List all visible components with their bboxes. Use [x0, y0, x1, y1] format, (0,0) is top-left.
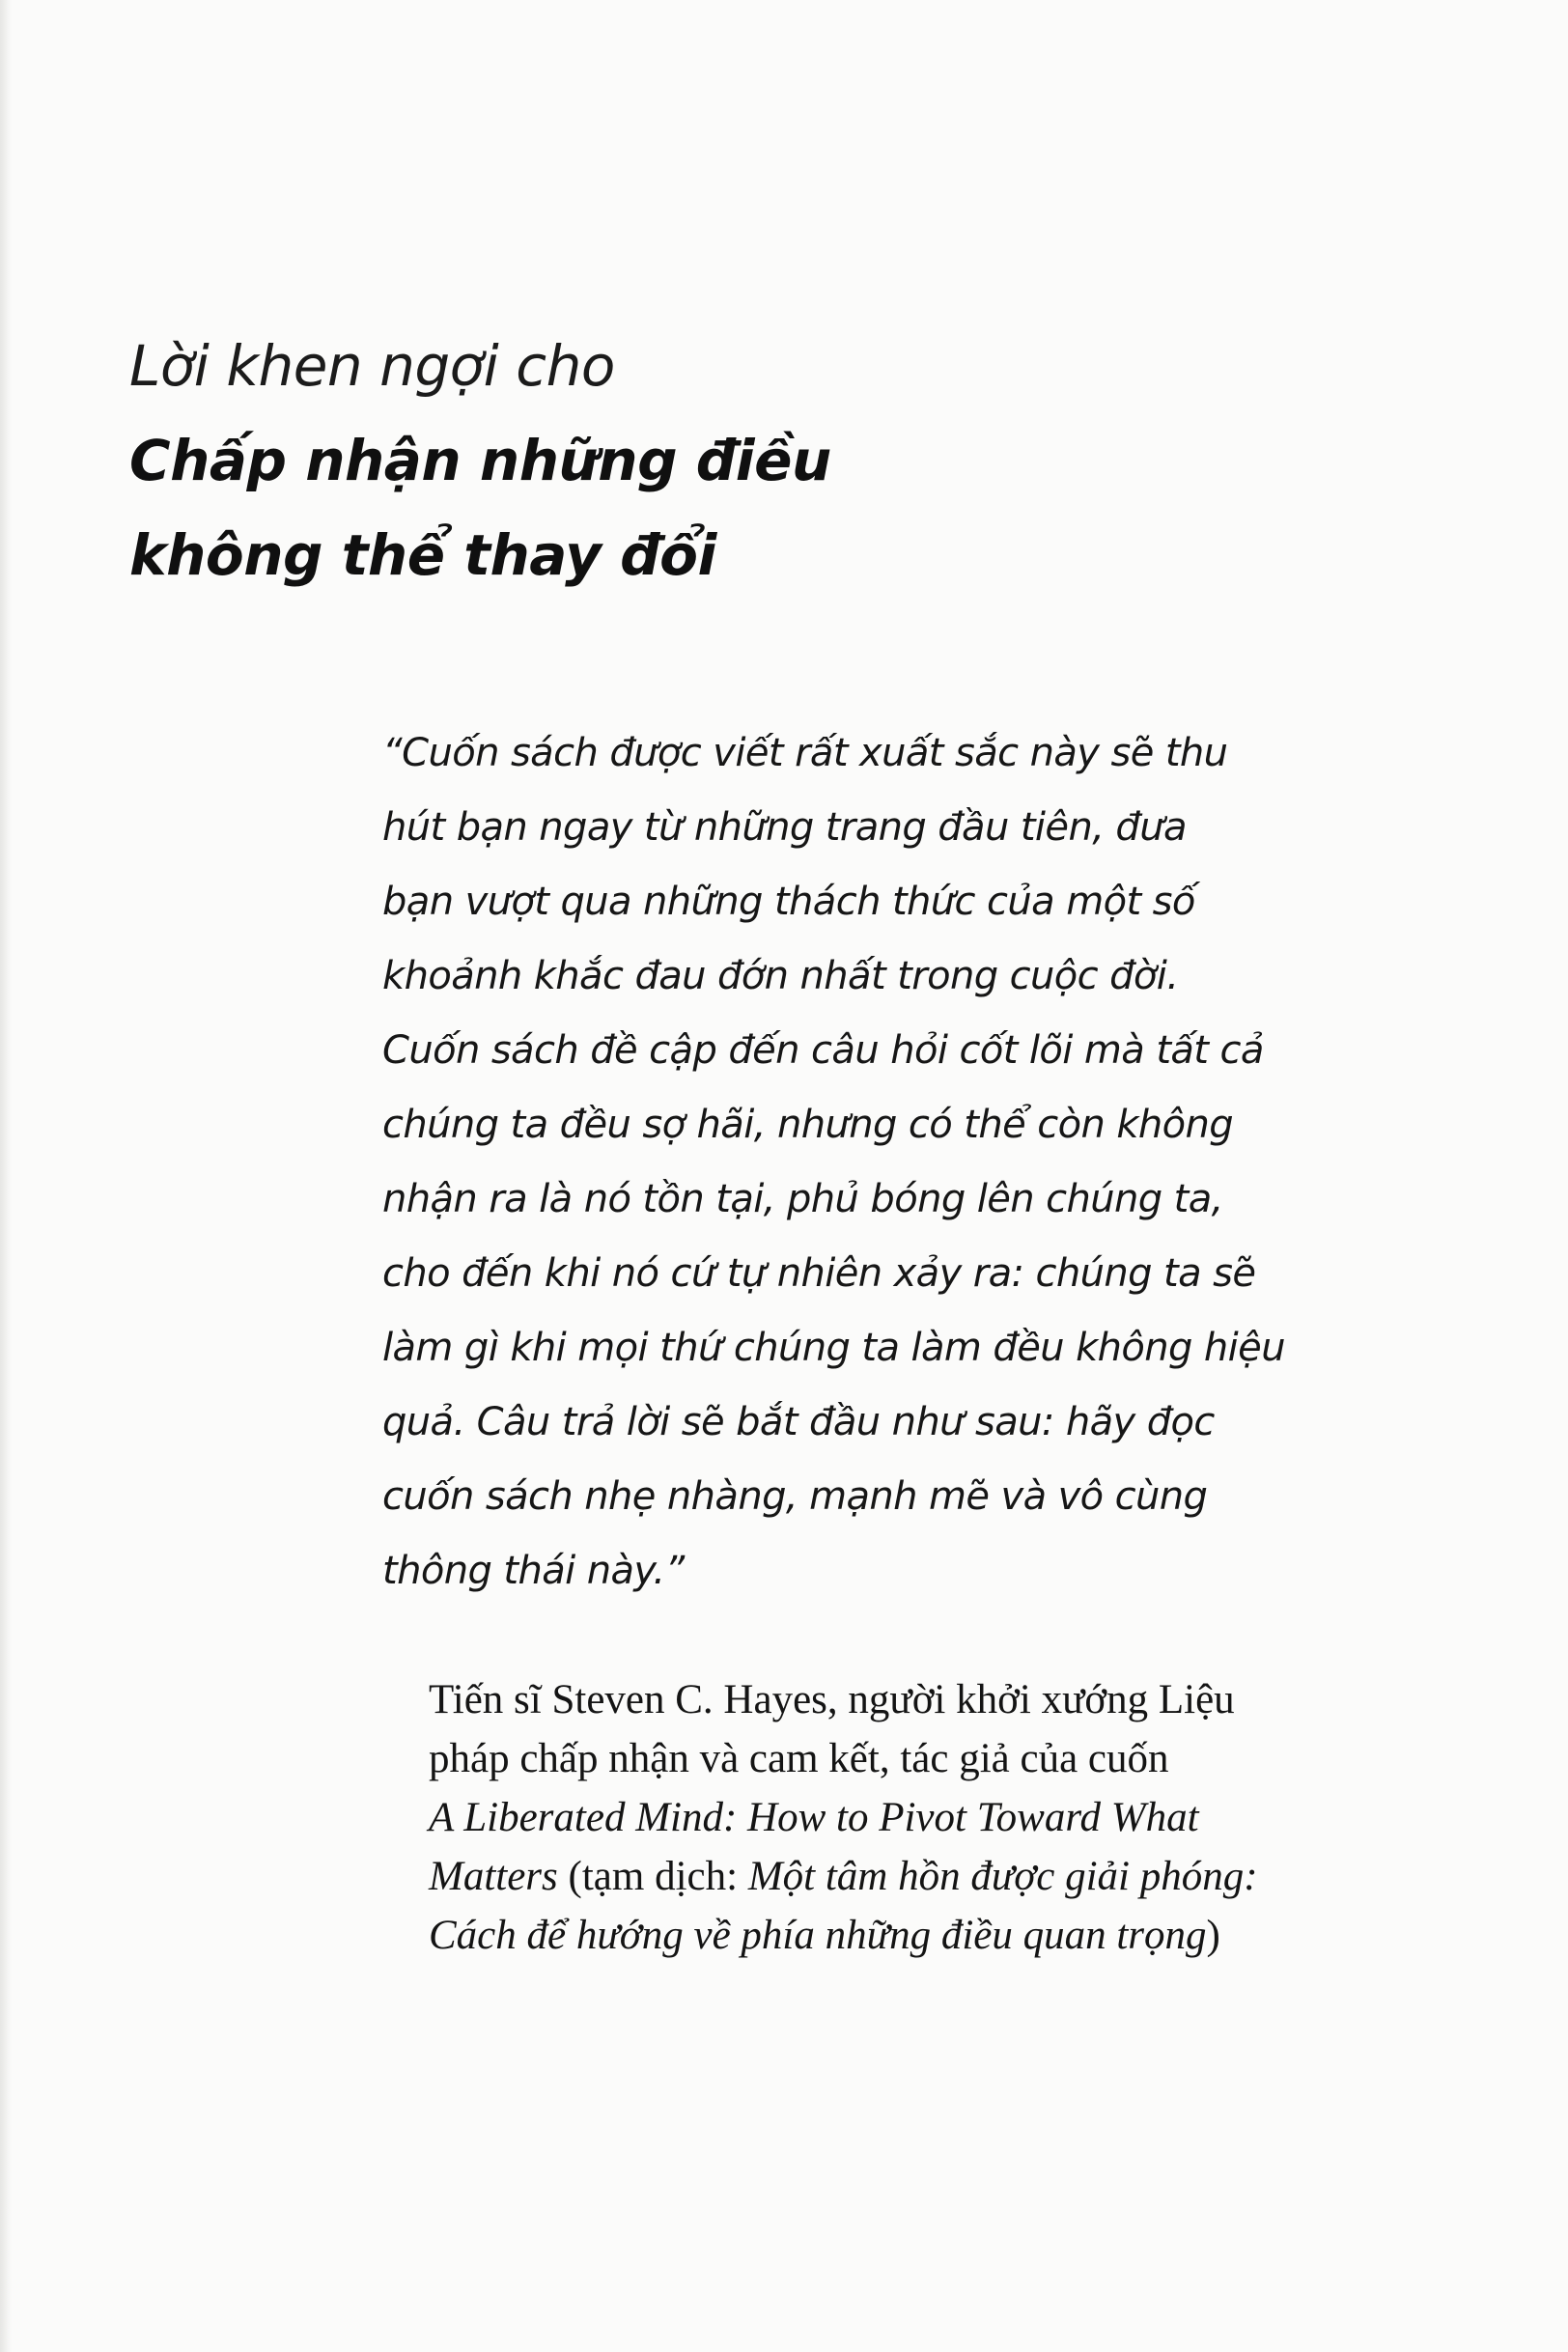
heading-book-title-line-1: Chấp nhận những điều — [129, 428, 831, 493]
heading-book-title-line-2: không thể thay đổi — [129, 522, 716, 588]
quote-line: khoảnh khắc đau đớn nhất trong cuộc đời. — [382, 954, 1179, 998]
attribution-line-2: pháp chấp nhận và cam kết, tác giả của cuốn — [429, 1736, 1169, 1781]
quote-line: hút bạn ngay từ những trang đầu tiên, đưa — [382, 805, 1187, 850]
attribution-line-1: Tiến sĩ Steven C. Hayes, người khởi xướng Liệu — [429, 1677, 1235, 1722]
heading-line-1: Lời khen ngợi cho — [129, 333, 615, 399]
quote-line: bạn vượt qua những thách thức của một số — [382, 880, 1195, 924]
book-title-italic: A Liberated Mind: How to Pivot Toward What — [429, 1795, 1199, 1840]
praise-quote — [382, 716, 1425, 1609]
translated-title-part-1: Một tâm hồn được giải phóng: — [747, 1854, 1258, 1899]
page-edge-shadow — [0, 0, 12, 2352]
attribution-line-3 — [429, 1788, 1433, 1847]
quote-line: thông thái này.” — [382, 1549, 685, 1593]
quote-line: chúng ta đều sợ hãi, nhưng có thể còn không — [382, 1103, 1234, 1147]
quote-line: Cuốn sách đề cập đến câu hỏi cốt lõi mà tất cả — [382, 1028, 1264, 1073]
book-title-italic-end: Matters — [429, 1854, 558, 1899]
attribution-line-4 — [429, 1847, 1433, 1906]
closing-parenthesis: ) — [1206, 1913, 1220, 1958]
praise-heading — [129, 319, 1191, 602]
translation-prefix: (tạm dịch: — [557, 1854, 748, 1899]
quote-line: cuốn sách nhẹ nhàng, mạnh mẽ và vô cùng — [382, 1474, 1208, 1519]
attribution-line-5 — [429, 1906, 1433, 1965]
translated-title-part-2: Cách để hướng về phía những điều quan trọng — [429, 1913, 1207, 1958]
quote-line: làm gì khi mọi thứ chúng ta làm đều không hiệu — [382, 1326, 1285, 1370]
quote-line: nhận ra là nó tồn tại, phủ bóng lên chúng ta, — [382, 1177, 1223, 1221]
quote-line: “Cuốn sách được viết rất xuất sắc này sẽ thu — [382, 731, 1228, 775]
quote-line: cho đến khi nó cứ tự nhiên xảy ra: chúng ta sẽ — [382, 1251, 1256, 1296]
quote-line: quả. Câu trả lời sẽ bắt đầu như sau: hãy đọc — [382, 1400, 1215, 1444]
quote-attribution — [429, 1670, 1433, 1965]
